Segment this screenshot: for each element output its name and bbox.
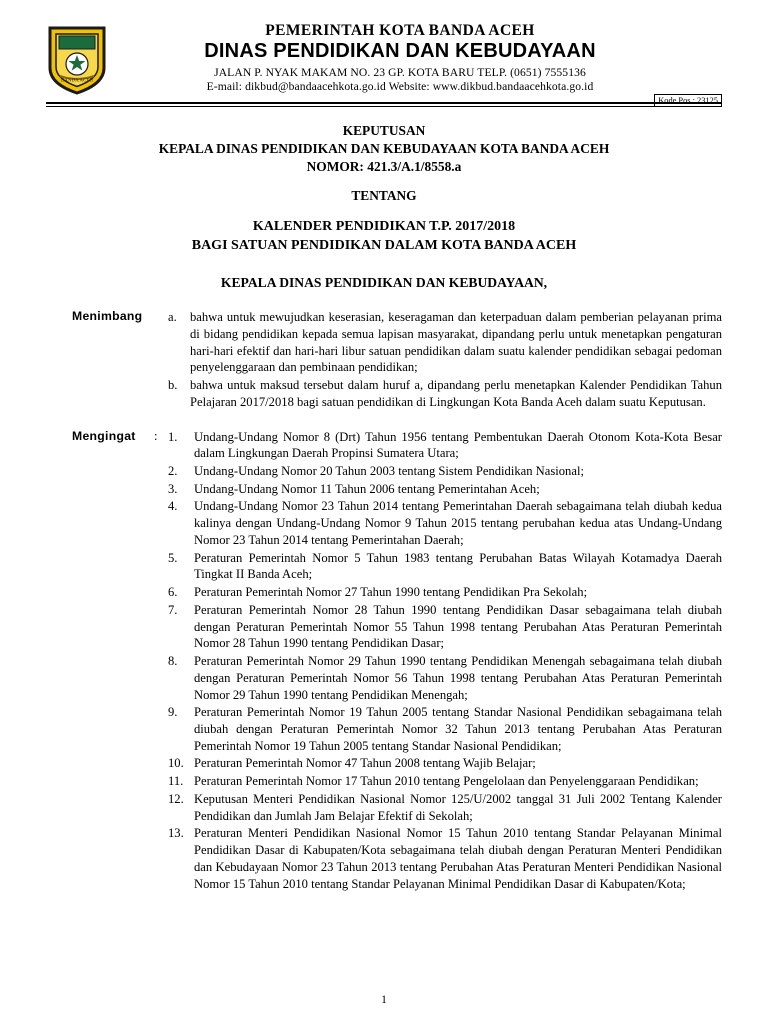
- list-text: Peraturan Pemerintah Nomor 28 Tahun 1990 tentang Pendidikan Dasar sebagaimana telah diubah dengan Peraturan Pemerintah Nomor 55 Tahun 1998 tentang Perubahan Atas Peraturan Pemerintah Nomor 28 Tahun 1990 tentang Pendidikan Dasar;: [194, 602, 722, 651]
- list-item: [168, 825, 722, 892]
- list-marker: b.: [168, 378, 178, 393]
- doc-type-heading: KEPUTUSAN: [342, 122, 426, 138]
- list-marker: a.: [168, 310, 177, 325]
- list-item: [168, 584, 722, 601]
- issuer-heading: KEPALA DINAS PENDIDIKAN DAN KEBUDAYAAN KOTA BANDA ACEH: [158, 140, 610, 156]
- government-name: PEMERINTAH KOTA BANDA ACEH: [265, 22, 535, 39]
- list-item: [168, 602, 722, 652]
- list-text: Peraturan Pemerintah Nomor 17 Tahun 2010 tentang Pengelolaan dan Penyelenggaraan Pendidikan;: [194, 774, 699, 789]
- list-marker: 11.: [168, 774, 184, 789]
- menimbang-label: Menimbang: [72, 309, 143, 324]
- mengingat-list: [168, 429, 722, 893]
- list-item: [168, 755, 722, 772]
- subject-line-1: KALENDER PENDIDIKAN T.P. 2017/2018: [252, 218, 516, 234]
- list-text: Peraturan Pemerintah Nomor 27 Tahun 1990 tentang Pendidikan Pra Sekolah;: [194, 585, 588, 600]
- list-text: Undang-Undang Nomor 8 (Drt) Tahun 1956 tentang Pembentukan Daerah Otonom Kota-Kota Besar dalam Lingkungan Daerah Propinsi Sumatera Utara;: [194, 429, 722, 461]
- list-marker: 6.: [168, 585, 178, 600]
- title-block: [46, 122, 722, 293]
- list-marker: 5.: [168, 550, 178, 565]
- list-marker: 7.: [168, 602, 178, 617]
- about-heading: TENTANG: [351, 187, 417, 203]
- menimbang-colon: [154, 309, 168, 411]
- menimbang-body: [168, 309, 722, 411]
- mengingat-label: Mengingat: [72, 428, 136, 443]
- list-marker: 4.: [168, 499, 178, 514]
- letterhead-text: [108, 22, 722, 95]
- list-text: Undang-Undang Nomor 20 Tahun 2003 tentang Sistem Pendidikan Nasional;: [194, 463, 584, 478]
- list-item: [168, 704, 722, 754]
- list-text: Keputusan Menteri Pendidikan Nasional Nomor 125/U/2002 tanggal 31 Juli 2002 Tentang Kalender Pendidikan dan Jumlah Jam Belajar Efektif di Sekolah;: [194, 791, 722, 823]
- header-rule-thin: [46, 106, 722, 107]
- list-item: [168, 550, 722, 583]
- list-marker: 13.: [168, 826, 184, 841]
- signatory-heading: KEPALA DINAS PENDIDIKAN DAN KEBUDAYAAN,: [220, 275, 548, 291]
- list-item: [168, 377, 722, 410]
- list-marker: 3.: [168, 481, 178, 496]
- mengingat-body: [168, 429, 722, 894]
- list-item: [168, 498, 722, 548]
- list-text: Undang-Undang Nomor 23 Tahun 2014 tentang Pemerintahan Daerah sebagaimana telah diubah kedua kalinya dengan Undang-Undang Nomor 9 Tahun 2015 tentang perubahan kedua atas Undang-Undang Nomor 23 Tahun 2014 tentang Pemerintahan Daerah;: [194, 499, 722, 547]
- clause-mengingat: [46, 429, 722, 894]
- svg-text:BANDA ACEH: BANDA ACEH: [60, 78, 94, 84]
- list-item: [168, 773, 722, 790]
- header-rule-thick: [46, 102, 722, 104]
- letterhead: [46, 22, 722, 105]
- clause-menimbang: [46, 309, 722, 411]
- list-text: Undang-Undang Nomor 11 Tahun 2006 tentang Pemerintahan Aceh;: [194, 481, 540, 496]
- list-text: Peraturan Pemerintah Nomor 47 Tahun 2008 tentang Wajib Belajar;: [194, 756, 536, 771]
- department-name: DINAS PENDIDIKAN DAN KEBUDAYAAN: [204, 40, 596, 63]
- list-marker: 2.: [168, 463, 178, 478]
- page-number: 1: [381, 994, 387, 1006]
- list-text: bahwa untuk maksud tersebut dalam huruf a, dipandang perlu menetapkan Kalender Pendidikan Tahun Pelajaran 2017/2018 bagi satuan pendidikan di Lingkungan Kota Banda Aceh dalam suatu Keputusan.: [190, 378, 722, 409]
- list-item: [168, 653, 722, 703]
- contact-line: E-mail: dikbud@bandaacehkota.go.id Website: www.dikbud.bandaacehkota.go.id: [206, 80, 594, 94]
- list-marker: 1.: [168, 429, 178, 444]
- mengingat-colon: :: [154, 428, 158, 443]
- list-item: [168, 429, 722, 462]
- list-item: [168, 463, 722, 480]
- list-marker: 10.: [168, 756, 184, 771]
- list-text: bahwa untuk mewujudkan keserasian, keseragaman dan keterpaduan dalam pemberian pelayanan prima di bidang pendidikan kepada semua lapisan masyarakat, dipandang perlu untuk menetapkan pengaturan hari-hari efektif dan hari-hari libur satuan pendidikan dalam suatu kalender pendidikan sebagai pedoman penyelenggaraan dan pembinaan pendidikan;: [190, 310, 722, 375]
- doc-number: NOMOR: 421.3/A.1/8558.a: [306, 158, 462, 174]
- list-text: Peraturan Pemerintah Nomor 5 Tahun 1983 tentang Perubahan Batas Wilayah Kotamadya Daerah Tingkat II Banda Aceh;: [194, 550, 722, 582]
- list-item: [168, 791, 722, 824]
- postal-code-box: Kode Pos : 23125: [654, 94, 722, 107]
- list-item: [168, 481, 722, 498]
- address-line: JALAN P. NYAK MAKAM NO. 23 GP. KOTA BARU TELP. (0651) 7555136: [214, 65, 586, 79]
- list-item: [168, 309, 722, 376]
- list-text: Peraturan Pemerintah Nomor 29 Tahun 1990 tentang Pendidikan Menengah sebagaimana telah diubah dengan Peraturan Pemerintah Nomor 56 Tahun 1998 tentang Perubahan Atas Peraturan Pemerintah Nomor 29 Tahun 1990 tentang Pendidikan Menengah;: [194, 654, 722, 702]
- list-text: Peraturan Menteri Pendidikan Nasional Nomor 15 Tahun 2010 tentang Standar Pelayanan Minimal Pendidikan Dasar di Kabupaten/Kota sebagaimana telah diubah dengan Peraturan Menteri Pendidikan dan Kebudayaan Nomor 23 Tahun 2013 tentang Perubahan Atas Peraturan Menteri Pendidikan Nasional Nomor 15 Tahun 2010 tentang Standar Pelayanan Minimal Pendidikan Dasar di Kabupaten/Kota;: [194, 826, 722, 891]
- subject-line-2: BAGI SATUAN PENDIDIKAN DALAM KOTA BANDA ACEH: [191, 238, 577, 254]
- menimbang-list: [168, 309, 722, 410]
- list-marker: 9.: [168, 705, 178, 720]
- list-marker: 12.: [168, 791, 184, 806]
- list-text: Peraturan Pemerintah Nomor 19 Tahun 2005 tentang Standar Nasional Pendidikan sebagaimana telah diubah dengan Peraturan Pemerintah Nomor 32 Tahun 2013 tentang Perubahan Atas Peraturan Pemerintah Nomor 19 Tahun 2005 tentang Standar Nasional Pendidikan;: [194, 705, 722, 753]
- city-crest-icon: [46, 24, 108, 96]
- list-marker: 8.: [168, 654, 178, 669]
